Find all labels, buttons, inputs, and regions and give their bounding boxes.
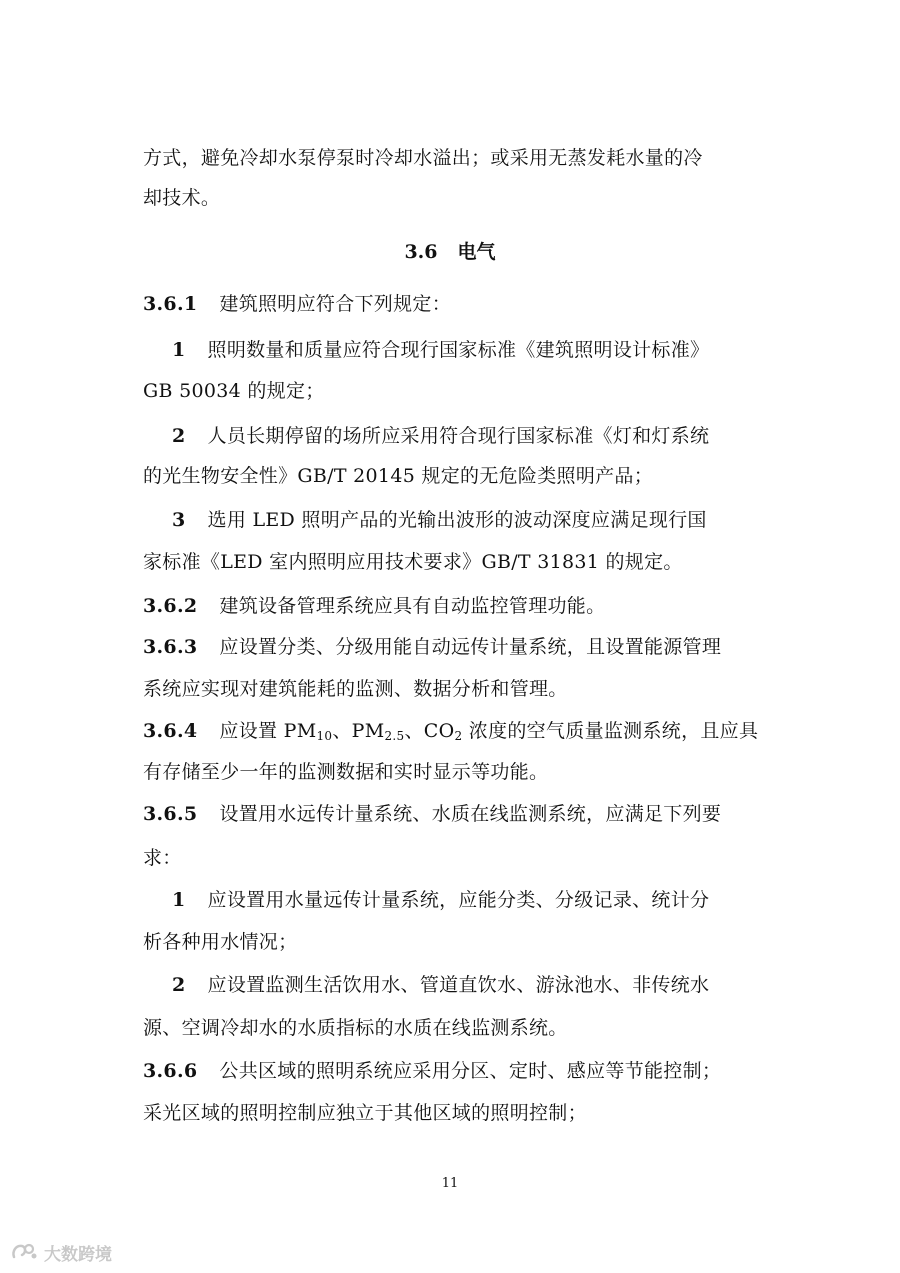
clause-continuation: 采光区域的照明控制应独立于其他区域的照明控制；	[143, 1102, 587, 1124]
clause-3-6-5	[143, 802, 721, 826]
clause-text: 应设置 $PM_{10}$、$PM_{2.5}$、$CO_2$ 浓度的空气质量监测系统，且应具	[219, 720, 759, 743]
item-text: 选用 LED 照明产品的光输出波形的波动深度应满足现行国	[207, 509, 707, 531]
clause-3-6-3	[143, 635, 721, 659]
clause-3-6-6	[143, 1059, 721, 1083]
section-heading	[0, 240, 900, 264]
list-item-continuation: 析各种用水情况；	[143, 931, 298, 953]
clause-3-6-1	[143, 292, 451, 316]
watermark-text: 大数跨境	[44, 1244, 112, 1265]
clause-3-6-4	[143, 719, 758, 743]
clause-continuation: 求：	[143, 847, 182, 869]
list-item-continuation: GB 50034 的规定；	[143, 380, 325, 402]
list-item	[172, 888, 709, 912]
section-number: 3.6	[404, 241, 438, 263]
item-number: 2	[172, 974, 186, 996]
clause-text: 建筑照明应符合下列规定：	[219, 293, 451, 315]
watermark-logo-icon	[10, 1241, 38, 1263]
watermark	[10, 1239, 112, 1265]
list-item-continuation: 源、空调冷却水的水质指标的水质在线监测系统。	[143, 1017, 568, 1039]
clause-number: 3.6.2	[143, 595, 198, 617]
section-title: 电气	[457, 241, 496, 263]
item-text: 人员长期停留的场所应采用符合现行国家标准《灯和灯系统	[207, 425, 710, 447]
item-text: 照明数量和质量应符合现行国家标准《建筑照明设计标准》	[207, 339, 710, 361]
item-number: 2	[172, 425, 186, 447]
list-item	[172, 338, 709, 362]
clause-continuation: 系统应实现对建筑能耗的监测、数据分析和管理。	[143, 678, 568, 700]
item-text: 应设置监测生活饮用水、管道直饮水、游泳池水、非传统水	[207, 974, 710, 996]
clause-text: 公共区域的照明系统应采用分区、定时、感应等节能控制；	[219, 1060, 722, 1082]
clause-number: 3.6.3	[143, 636, 198, 658]
page-number: 11	[441, 1176, 459, 1191]
item-number: 1	[172, 889, 186, 911]
clause-continuation: 有存储至少一年的监测数据和实时显示等功能。	[143, 761, 549, 783]
item-number: 3	[172, 509, 186, 531]
clause-number: 3.6.5	[143, 803, 198, 825]
list-item-continuation: 家标准《LED 室内照明应用技术要求》GB/T 31831 的规定。	[143, 551, 683, 573]
clause-text: 建筑设备管理系统应具有自动监控管理功能。	[219, 595, 606, 617]
clause-number: 3.6.1	[143, 293, 198, 315]
clause-number: 3.6.4	[143, 720, 198, 742]
list-item	[172, 508, 707, 532]
paragraph-line: 却技术。	[143, 187, 221, 209]
list-item-continuation: 的光生物安全性》GB/T 20145 规定的无危险类照明产品；	[143, 465, 654, 487]
clause-number: 3.6.6	[143, 1060, 198, 1082]
list-item	[172, 424, 709, 448]
item-text: 应设置用水量远传计量系统，应能分类、分级记录、统计分	[207, 889, 710, 911]
clause-text: 设置用水远传计量系统、水质在线监测系统，应满足下列要	[219, 803, 722, 825]
paragraph-line: 方式，避免冷却水泵停泵时冷却水溢出；或采用无蒸发耗水量的冷	[143, 147, 703, 169]
item-number: 1	[172, 339, 186, 361]
clause-text: 应设置分类、分级用能自动远传计量系统，且设置能源管理	[219, 636, 722, 658]
list-item	[172, 973, 709, 997]
clause-3-6-2	[143, 594, 605, 618]
